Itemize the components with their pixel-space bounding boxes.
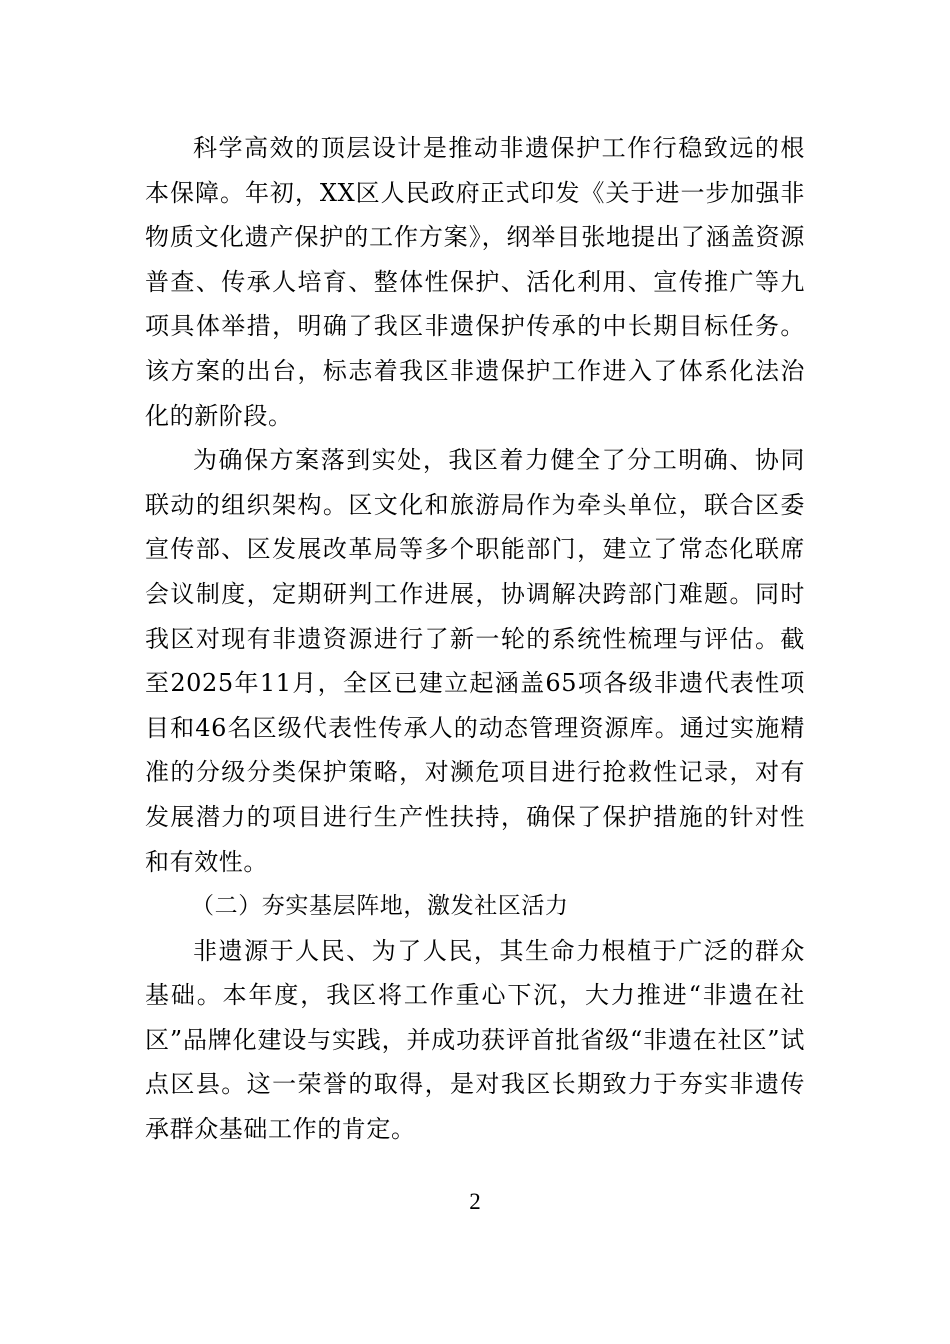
document-body — [145, 126, 805, 1152]
paragraph-organization: 为确保方案落到实处，我区着力健全了分工明确、协同联动的组织架构。区文化和旅游局作为牵头单位，联合区委宣传部、区发展改革局等多个职能部门，建立了常态化联席会议制度，定期研判工作进展，协调解决跨部门难题。同时我区对现有非遗资源进行了新一轮的系统性梳理与评估。截至2025年11月，全区已建立起涵盖65项各级非遗代表性项目和46名区级代表性传承人的动态管理资源库。通过实施精准的分级分类保护策略，对濒危项目进行抢救性记录，对有发展潜力的项目进行生产性扶持，确保了保护措施的针对性和有效性。 — [145, 446, 805, 876]
paragraph-community: 非遗源于人民、为了人民，其生命力根植于广泛的群众基础。本年度，我区将工作重心下沉，大力推进“非遗在社区”品牌化建设与实践，并成功获评首批省级“非遗在社区”试点区县。这一荣誉的取得，是对我区长期致力于夯实非遗传承群众基础工作的肯定。 — [145, 936, 805, 1144]
paragraph-top-level-design: 科学高效的顶层设计是推动非遗保护工作行稳致远的根本保障。年初，XX区人民政府正式印发《关于进一步加强非物质文化遗产保护的工作方案》，纲举目张地提出了涵盖资源普查、传承人培育、整体性保护、活化利用、宣传推广等九项具体举措，明确了我区非遗保护传承的中长期目标任务。该方案的出台，标志着我区非遗保护工作进入了体系化法治化的新阶段。 — [145, 134, 805, 430]
section-heading: （二）夯实基层阵地，激发社区活力 — [191, 893, 569, 920]
page-number: 2 — [469, 1189, 481, 1214]
